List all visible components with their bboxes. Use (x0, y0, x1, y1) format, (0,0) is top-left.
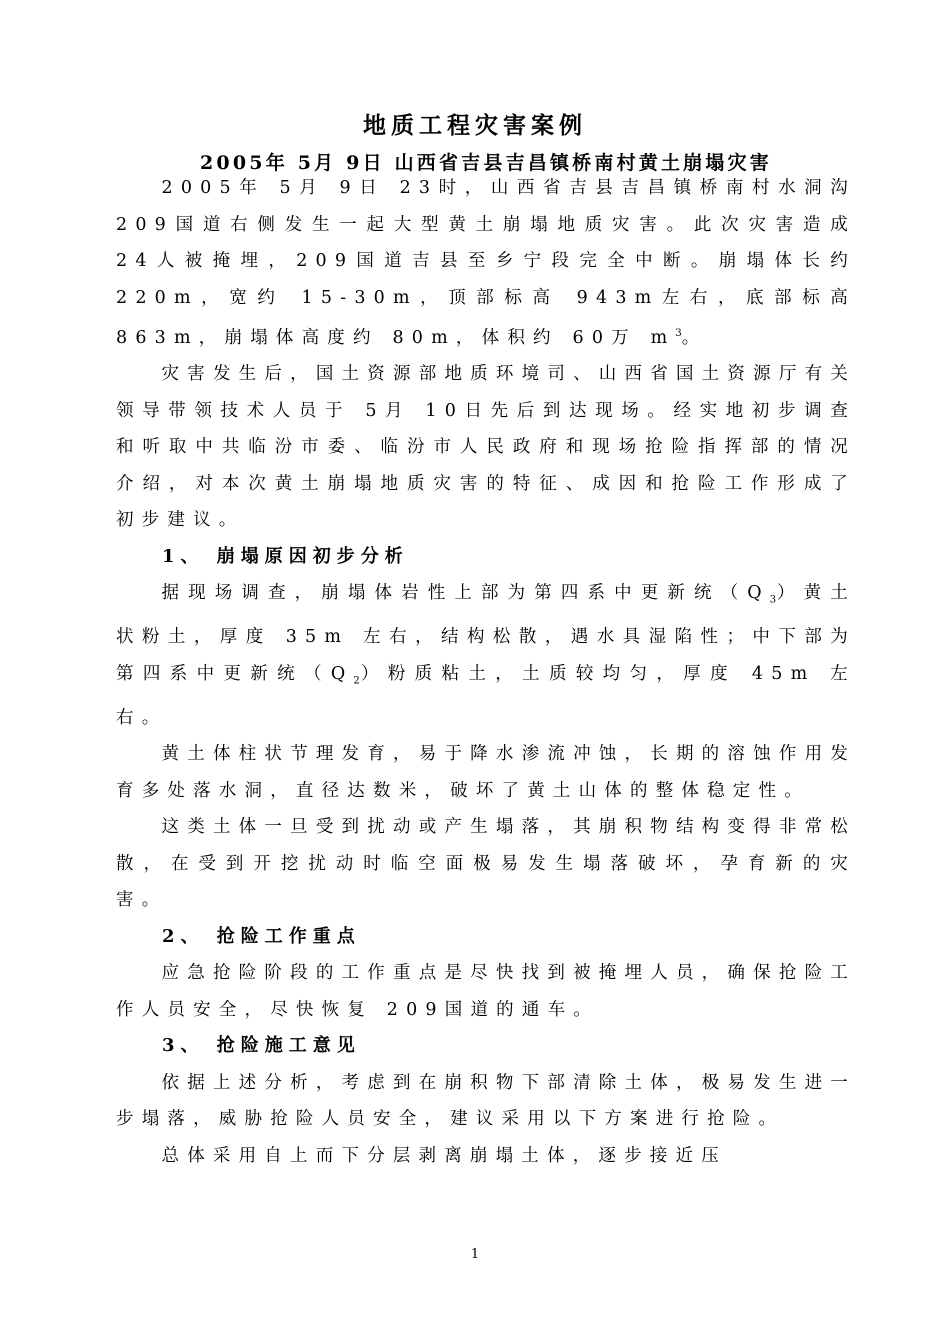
q2-subscript: 2 (353, 675, 360, 687)
page-number: 1 (470, 1247, 480, 1262)
section-1-paragraph-1-part-a: 据现场调查，崩塌体岩性上部为第四系中更新统（Q (161, 583, 770, 604)
section-1-paragraph-1-part-b: ）黄土状粉土，厚度 35m 左右，结构松散，遇水具湿陷性；中下部为第四系中更新统（Q (116, 583, 856, 684)
volume-unit-exponent: 3 (675, 328, 682, 339)
section-3-paragraph-2: 总体采用自上而下分层剥离崩塌土体，逐步接近压 (161, 1145, 727, 1166)
intro-paragraph-2: 灾害发生后，国土资源部地质环境司、山西省国土资源厅有关领导带领技术人员于 5月 10日先后到达现场。经实地初步调查和听取中共临汾市委、临汾市人民政府和现场抢险指挥部的情况介绍，对本次黄土崩塌地质灾害的特征、成因和抢险工作形成了初步建议。 (116, 364, 856, 531)
intro-paragraph-1-text: 2005年 5月 9日 23时，山西省吉县吉昌镇桥南村水洞沟 209国道右侧发生一起大型黄土崩塌地质灾害。此次灾害造成 24人被掩埋，209国道吉县至乡宁段完全中断。崩塌体长约 220m，宽约 15-30m，顶部标高 943m左右，底部标高 863m，崩塌体高度约 80m，体积约 60万 m (116, 178, 856, 348)
section-heading-1: 1、 崩塌原因初步分析 (162, 545, 409, 567)
section-2-paragraph-1: 应急抢险阶段的工作重点是尽快找到被掩埋人员，确保抢险工作人员安全，尽快恢复 209国道的通车。 (116, 963, 856, 1020)
section-1-paragraph-1-part-c: ）粉质粘土，土质较均匀，厚度 45m 左右。 (116, 663, 856, 728)
section-1-paragraph-3: 这类土体一旦受到扰动或产生塌落，其崩积物结构变得非常松散，在受到开挖扰动时临空面极易发生塌落破坏，孕育新的灾害。 (116, 817, 856, 911)
intro-paragraph-1-tail: 。 (681, 327, 708, 348)
section-1-paragraph-2: 黄土体柱状节理发育，易于降水渗流冲蚀，长期的溶蚀作用发育多处落水洞，直径达数米，破坏了黄土山体的整体稳定性。 (116, 744, 856, 801)
section-3-paragraph-1: 依据上述分析，考虑到在崩积物下部清除土体，极易发生进一步塌落，威胁抢险人员安全，建议采用以下方案进行抢险。 (116, 1072, 856, 1130)
case-title: 2005年 5月 9日 山西省吉县吉昌镇桥南村黄土崩塌灾害 (200, 152, 772, 174)
intro-paragraph-1 (116, 170, 856, 356)
section-heading-3: 3、 抢险施工意见 (162, 1035, 361, 1057)
q3-subscript: 3 (769, 594, 777, 606)
document-title: 地质工程灾害案例 (363, 112, 587, 139)
section-1-paragraph-1 (116, 575, 856, 736)
section-heading-2: 2、 抢险工作重点 (162, 925, 361, 947)
document-body (116, 170, 856, 1174)
